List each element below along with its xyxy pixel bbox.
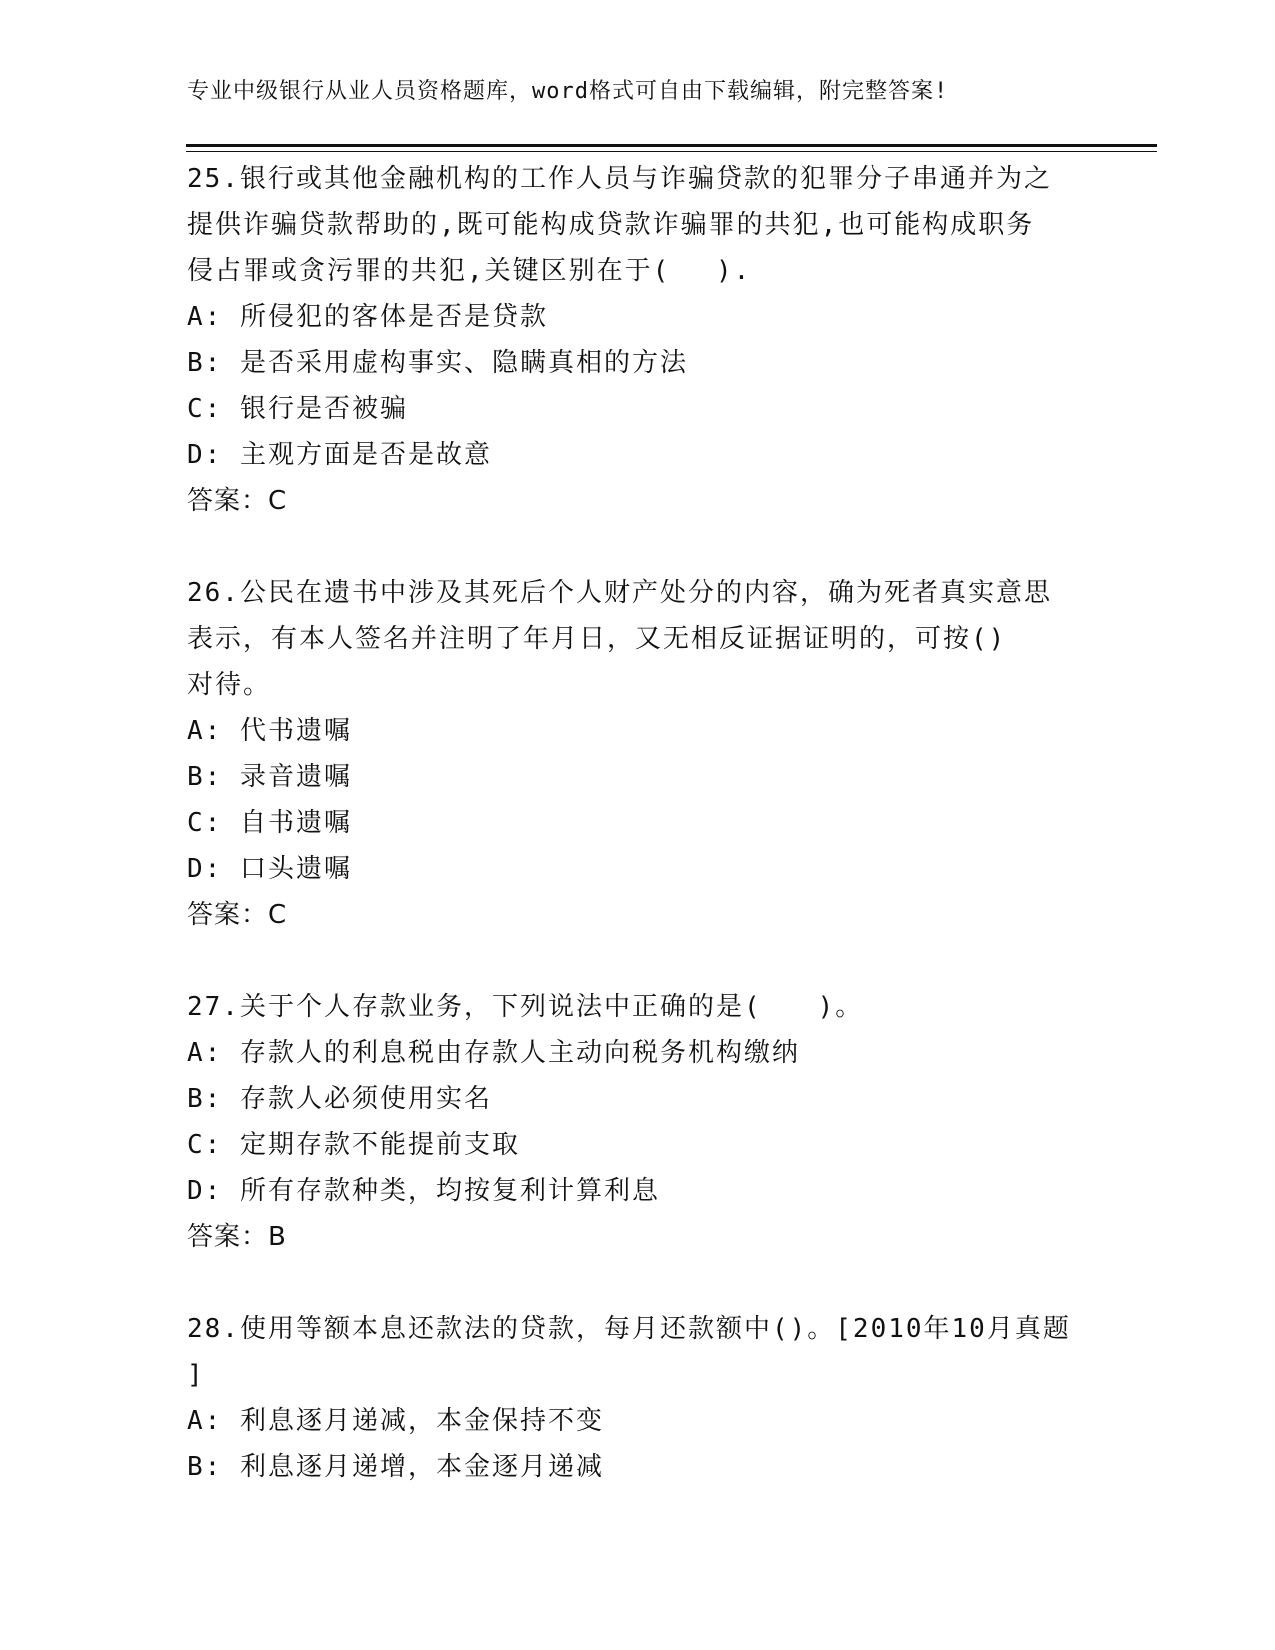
question-stem-line: 28.使用等额本息还款法的贷款，每月还款额中()。[2010年10月真题	[187, 1314, 1071, 1344]
question-list	[187, 156, 1087, 1536]
option-b: B: 录音遗嘱	[187, 762, 352, 792]
answer-label: 答案：C	[187, 900, 288, 930]
option-a: A: 代书遗嘱	[187, 716, 352, 746]
question-stem-line: 提供诈骗贷款帮助的,既可能构成贷款诈骗罪的共犯,也可能构成职务	[187, 210, 1035, 240]
page-header: 专业中级银行从业人员资格题库，word格式可自由下载编辑，附完整答案!	[187, 79, 949, 104]
header-rule-thin	[186, 151, 1157, 152]
option-d: D: 主观方面是否是故意	[187, 440, 492, 470]
option-a: A: 存款人的利息税由存款人主动向税务机构缴纳	[187, 1038, 800, 1068]
option-a: A: 利息逐月递减，本金保持不变	[187, 1406, 604, 1436]
option-c: C: 银行是否被骗	[187, 394, 408, 424]
question-stem-line: 对待。	[187, 670, 272, 700]
question-stem-line: 26.公民在遗书中涉及其死后个人财产处分的内容，确为死者真实意思	[187, 578, 1052, 608]
answer-label: 答案：C	[187, 486, 288, 516]
question-25	[187, 156, 1087, 524]
option-b: B: 利息逐月递增，本金逐月递减	[187, 1452, 604, 1482]
question-stem-line: ]	[187, 1360, 205, 1390]
question-26	[187, 570, 1087, 938]
question-28	[187, 1306, 1087, 1490]
option-d: D: 所有存款种类，均按复利计算利息	[187, 1176, 660, 1206]
question-stem-line: 表示，有本人签名并注明了年月日，又无相反证据证明的，可按()	[187, 624, 1007, 654]
question-27	[187, 984, 1087, 1260]
option-d: D: 口头遗嘱	[187, 854, 352, 884]
question-stem-line: 27.关于个人存款业务，下列说法中正确的是( )。	[187, 992, 864, 1022]
question-stem-line: 25.银行或其他金融机构的工作人员与诈骗贷款的犯罪分子串通并为之	[187, 164, 1052, 194]
question-stem-line: 侵占罪或贪污罪的共犯,关键区别在于( ).	[187, 256, 752, 286]
option-c: C: 定期存款不能提前支取	[187, 1130, 520, 1160]
option-c: C: 自书遗嘱	[187, 808, 352, 838]
option-b: B: 是否采用虚构事实、隐瞒真相的方法	[187, 348, 688, 378]
option-b: B: 存款人必须使用实名	[187, 1084, 492, 1114]
option-a: A: 所侵犯的客体是否是贷款	[187, 302, 548, 332]
answer-label: 答案：B	[187, 1222, 287, 1252]
header-rule-thick	[186, 144, 1157, 147]
